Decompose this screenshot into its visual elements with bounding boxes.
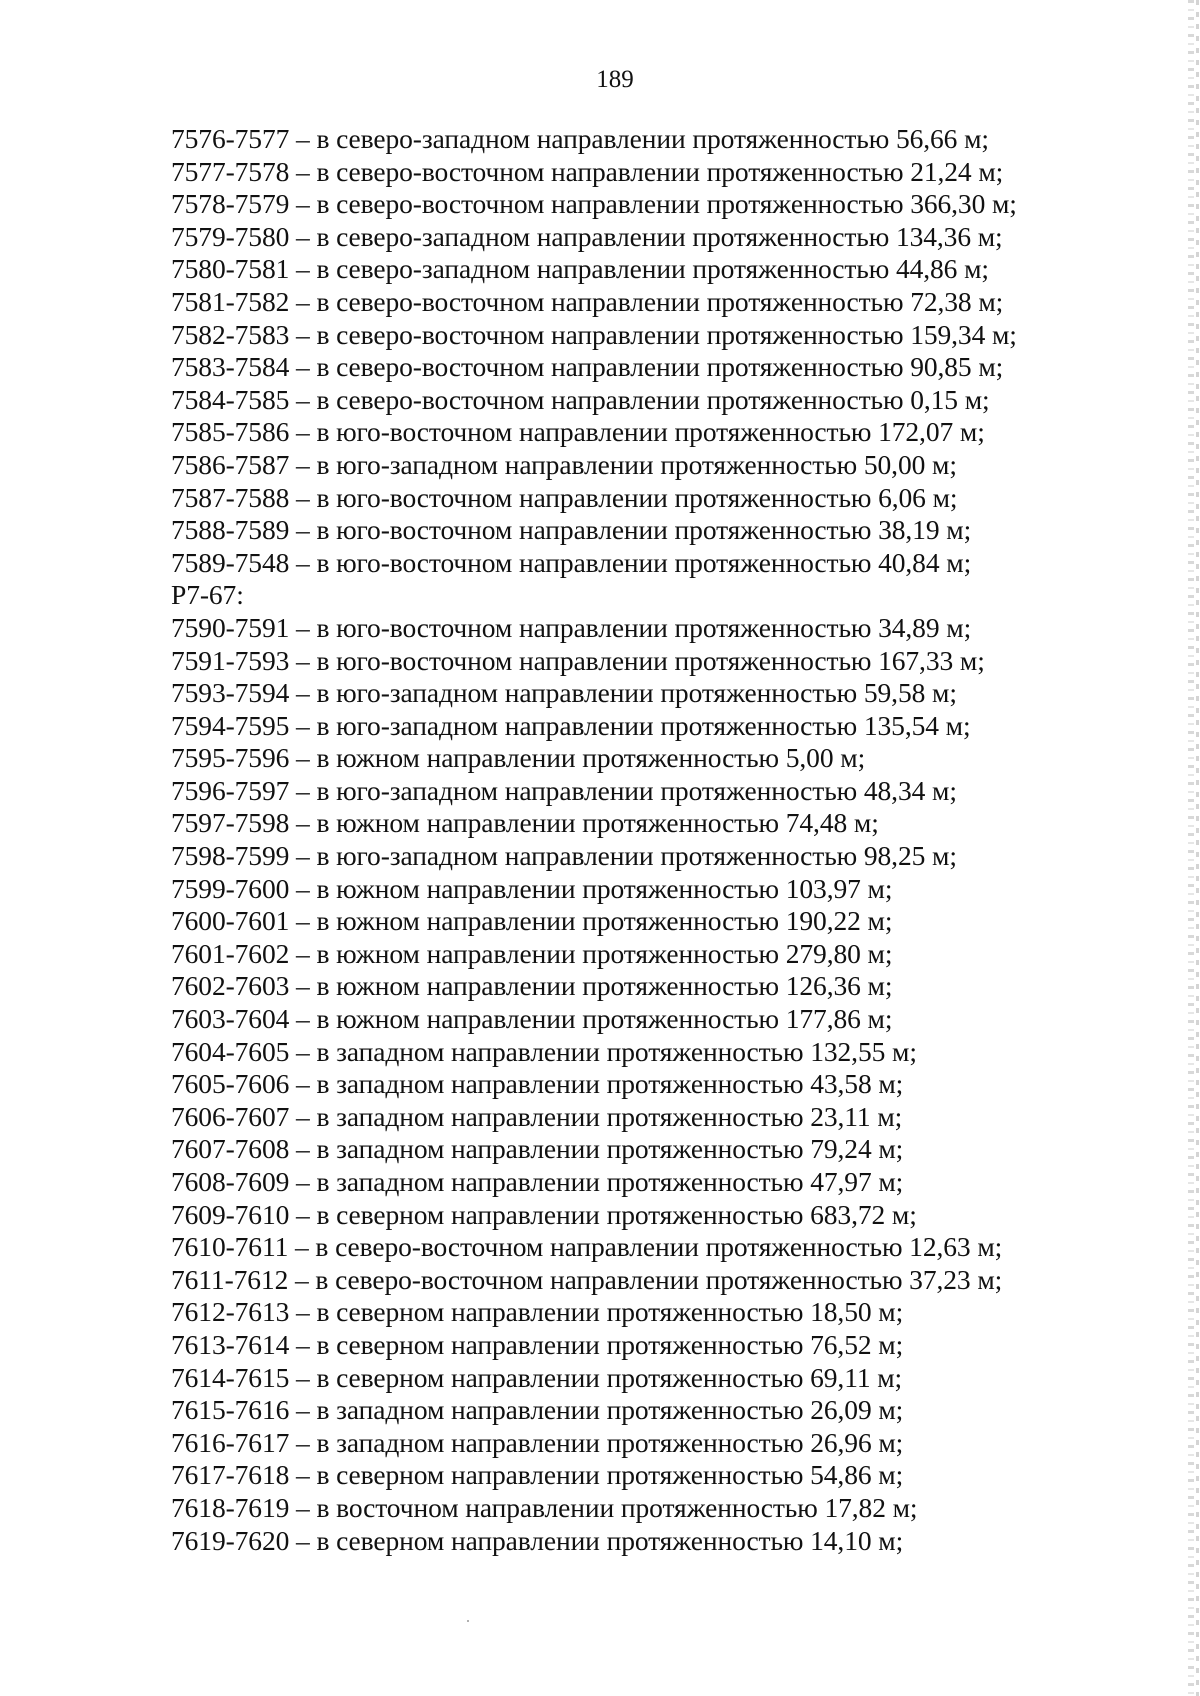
text-line: 7578-7579 – в северо-восточном направлении протяженностью 366,30 м; [171, 188, 1017, 220]
document-body [171, 123, 1101, 1557]
text-line: 7577-7578 – в северо-восточном направлении протяженностью 21,24 м; [171, 155, 1004, 187]
text-line: 7588-7589 – в юго-восточном направлении протяженностью 38,19 м; [171, 514, 972, 546]
text-line: 7606-7607 – в западном направлении протяженностью 23,11 м; [171, 1100, 903, 1132]
text-line: 7585-7586 – в юго-восточном направлении протяженностью 172,07 м; [171, 416, 985, 448]
text-line: 7582-7583 – в северо-восточном направлении протяженностью 159,34 м; [171, 318, 1017, 350]
text-line: 7590-7591 – в юго-восточном направлении протяженностью 34,89 м; [171, 611, 972, 643]
text-line: 7604-7605 – в западном направлении протяженностью 132,55 м; [171, 1035, 917, 1067]
text-line: 7586-7587 – в юго-западном направлении протяженностью 50,00 м; [171, 448, 957, 480]
text-line: 7611-7612 – в северо-восточном направлении протяженностью 37,23 м; [171, 1263, 1003, 1295]
scan-speck [467, 1620, 469, 1622]
text-line: 7599-7600 – в южном направлении протяженностью 103,97 м; [171, 872, 893, 904]
text-line: 7609-7610 – в северном направлении протяженностью 683,72 м; [171, 1198, 917, 1230]
text-line: 7597-7598 – в южном направлении протяженностью 74,48 м; [171, 807, 879, 839]
text-line: 7615-7616 – в западном направлении протяженностью 26,09 м; [171, 1394, 904, 1426]
text-line: 7576-7577 – в северо-западном направлении протяженностью 56,66 м; [171, 123, 989, 154]
text-line: 7595-7596 – в южном направлении протяженностью 5,00 м; [171, 742, 866, 774]
text-line: 7580-7581 – в северо-западном направлении протяженностью 44,86 м; [171, 253, 989, 285]
text-line: 7612-7613 – в северном направлении протяженностью 18,50 м; [171, 1296, 904, 1328]
text-line: 7591-7593 – в юго-восточном направлении протяженностью 167,33 м; [171, 644, 985, 676]
text-line: 7601-7602 – в южном направлении протяженностью 279,80 м; [171, 937, 893, 969]
text-line: 7608-7609 – в западном направлении протяженностью 47,97 м; [171, 1166, 904, 1197]
section-heading: Р7-67: [171, 579, 244, 611]
text-line: 7613-7614 – в северном направлении протяженностью 76,52 м; [171, 1328, 904, 1360]
page-number: 189 [596, 66, 634, 93]
text-line: 7583-7584 – в северо-восточном направлении протяженностью 90,85 м; [171, 351, 1004, 383]
text-line: 7581-7582 – в северо-восточном направлении протяженностью 72,38 м; [171, 285, 1004, 317]
text-line: 7610-7611 – в северо-восточном направлении протяженностью 12,63 м; [171, 1231, 1003, 1263]
scan-edge-artifact [1196, 0, 1199, 1696]
text-line: 7596-7597 – в юго-западном направлении протяженностью 48,34 м; [171, 774, 957, 806]
text-line: 7618-7619 – в восточном направлении протяженностью 17,82 м; [171, 1491, 918, 1523]
text-line: 7593-7594 – в юго-западном направлении протяженностью 59,58 м; [171, 677, 957, 709]
text-line: 7598-7599 – в юго-западном направлении протяженностью 98,25 м; [171, 840, 957, 872]
text-line: 7619-7620 – в северном направлении протяженностью 14,10 м; [171, 1524, 904, 1556]
text-line: 7605-7606 – в западном направлении протяженностью 43,58 м; [171, 1068, 904, 1100]
text-line: 7587-7588 – в юго-восточном направлении протяженностью 6,06 м; [171, 481, 958, 513]
text-line: 7589-7548 – в юго-восточном направлении протяженностью 40,84 м; [171, 546, 972, 578]
text-line: 7594-7595 – в юго-западном направлении протяженностью 135,54 м; [171, 709, 971, 741]
text-line: 7616-7617 – в западном направлении протяженностью 26,96 м; [171, 1426, 904, 1458]
text-line: 7617-7618 – в северном направлении протяженностью 54,86 м; [171, 1459, 904, 1491]
scan-edge-artifact [1188, 0, 1194, 1696]
text-line: 7603-7604 – в южном направлении протяженностью 177,86 м; [171, 1003, 893, 1035]
text-line: 7607-7608 – в западном направлении протяженностью 79,24 м; [171, 1133, 904, 1165]
text-line: 7614-7615 – в северном направлении протяженностью 69,11 м; [171, 1361, 903, 1393]
text-line: 7584-7585 – в северо-восточном направлении протяженностью 0,15 м; [171, 383, 990, 415]
text-line: 7600-7601 – в южном направлении протяженностью 190,22 м; [171, 905, 893, 937]
text-line: 7602-7603 – в южном направлении протяженностью 126,36 м; [171, 970, 893, 1002]
text-line: 7579-7580 – в северо-западном направлении протяженностью 134,36 м; [171, 220, 1003, 252]
